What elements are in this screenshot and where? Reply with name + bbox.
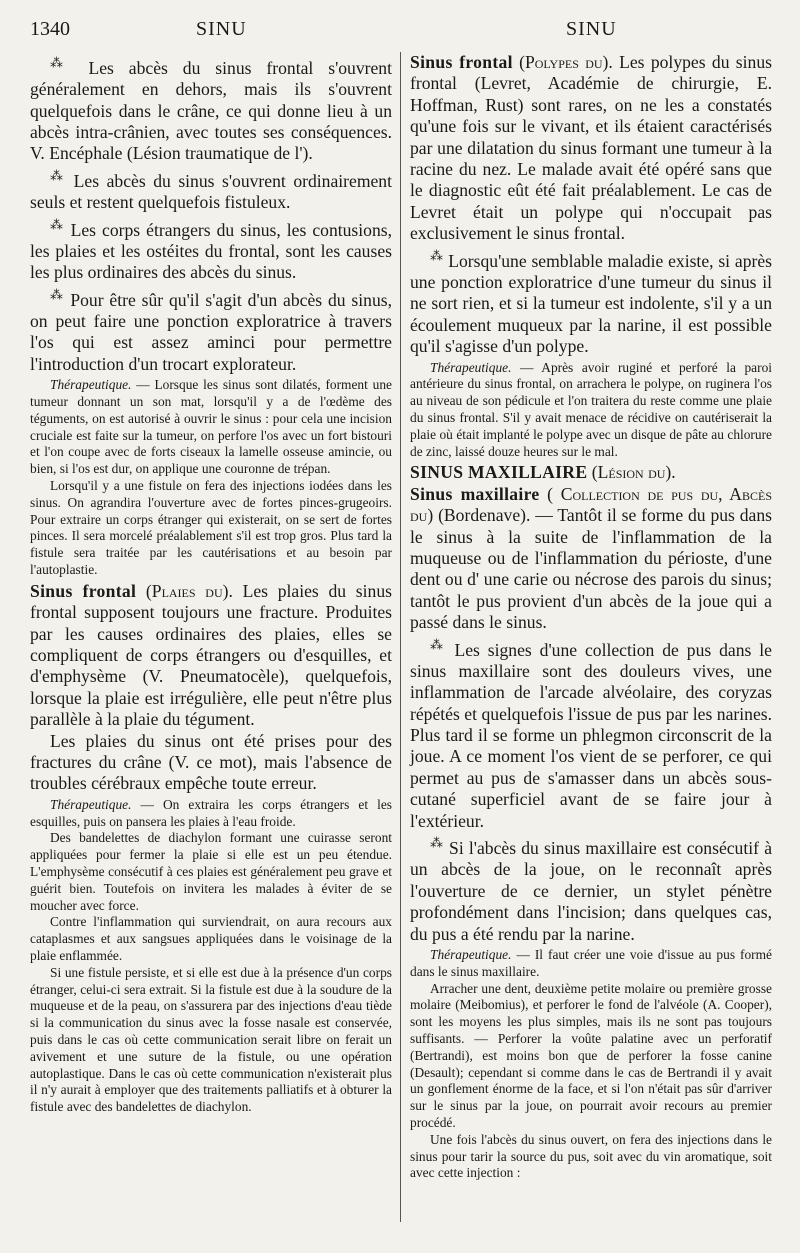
left-running-head: SINU xyxy=(196,18,247,40)
right-running-head: SINU xyxy=(566,18,617,40)
therapeutique-label: Thérapeutique. xyxy=(50,377,132,393)
section-paragraph xyxy=(410,462,772,483)
paragraph: Si une fistule persiste, et si elle est due à la présence d'un corps étranger, celui-ci sera extrait. Si la fistule est due à la soudure de la muqueuse et de la peau, on s'assurera par des injections d'eau tiède si la communication du sinus avec la fosse nasale est conservée, puis dans le cas où cette communication serait libre on ferait un avivement et une suture de la fistule, ou une opération autoplastique. Dans le cas où cette communication n'existerait plus il n'y aurait à employer que des traitements palliatifs et à obturer la fistule avec des bandelettes de diachylon. xyxy=(30,964,392,1115)
asterism-icon: ⁂ xyxy=(430,247,444,263)
paragraph-text: Lorsqu'une semblable maladie existe, si après une ponction exploratrice d'une tumeur du sinus il ne sort rien, et si la tumeur est indolente, s'il y a un écoulement muqueux par la narine, il est possible qu'il s'agisse d'un polype. xyxy=(410,250,773,357)
paragraph-text: — On extraira les corps étrangers et les esquilles, puis on pansera les plaies à l'eau froide. xyxy=(30,796,392,829)
paragraph-text: Les abcès du sinus s'ouvrent ordinairement seuls et restent quelquefois fistuleux. xyxy=(30,170,392,213)
section-heading: Sinus frontal xyxy=(410,52,513,72)
paragraph xyxy=(30,165,392,214)
section-paragraph xyxy=(410,484,772,634)
paragraph: Contre l'inflammation qui surviendrait, on aura recours aux cataplasmes et aux sangsues appliquées dans le voisinage de la plaie enflammée. xyxy=(30,914,392,963)
asterism-icon: ⁂ xyxy=(50,286,65,302)
paragraph: Une fois l'abcès du sinus ouvert, on fera des injections dans le sinus pour tarir la source du pus, soit avec du vin aromatique, soit avec cette injection : xyxy=(410,1131,772,1181)
paragraph: Lorsqu'il y a une fistule on fera des injections iodées dans les sinus. On agrandira l'ouverture avec de fortes pinces-grugeoirs. Pour extraire un corps étranger qui existerait, on se sert de fortes pinces. Il sera morcelé préalablement s'il est trop gros. Plus tard la fistule sera traitée par les cautérisations et au besoin par l'autoplastie. xyxy=(30,477,392,577)
therapeutique-label: Thérapeutique. xyxy=(430,359,512,375)
left-column xyxy=(30,52,392,1116)
section-heading-suffix: (Polypes du). xyxy=(519,52,613,72)
section-paragraph xyxy=(410,52,772,245)
paragraph xyxy=(30,52,392,165)
paragraph xyxy=(410,832,772,945)
paragraph xyxy=(410,634,772,833)
paragraph: Les plaies du sinus ont été prises pour des fractures du crâne (V. ce mot), mais l'absence de troubles cérébraux empêche toute erreur. xyxy=(30,730,392,794)
paragraph: Arracher une dent, deuxième petite molaire ou première grosse molaire (Meibomius), et perforer le fond de l'alvéole (A. Cooper), sont les moyens les plus simples, mais ils ne sont pas toujours suffisants. — Perforer la voûte palatine avec un perforatif (Bertrandi), est moins bon que de perforer la fosse canine (Desault); cependant si comme dans le cas de Bertrandi il y avait un gonflement énorme de la face, et si l'on n'était pas sûr d'arriver sur le sinus par la joue, on pourrait avoir recours au premier procédé. xyxy=(410,980,772,1130)
column-divider xyxy=(400,52,401,1222)
section-heading-suffix: (Plaies du). xyxy=(145,580,233,601)
asterism-icon: ⁂ xyxy=(430,835,444,851)
paragraph xyxy=(30,214,392,284)
paragraph-text: Les signes d'une collection de pus dans le sinus maxillaire sont des douleurs vives, une inflammation de l'arcade alvéolaire, des coryzas répétés et quelquefois l'issue de pus par les narines. Plus tard il se forme un phlegmon circonscrit de la joue. A ce moment l'os vient de se perforer, ce qui permet au pus de s'amasser dans un abcès sous-cutané superficiel avant de se faire jour à l'extérieur. xyxy=(410,639,772,831)
paragraph-text: — Il faut créer une voie d'issue au pus formé dans le sinus maxillaire. xyxy=(410,946,772,979)
therapeutique-paragraph xyxy=(410,947,772,981)
right-column xyxy=(410,52,772,1182)
paragraph-text: Pour être sûr qu'il s'agit d'un abcès du sinus, on peut faire une ponction exploratrice à travers l'os qui est assez aminci pour permettre l'introduction d'un trocart explorateur. xyxy=(30,289,393,374)
asterism-icon: ⁂ xyxy=(50,216,65,232)
asterism-icon: ⁂ xyxy=(50,167,67,183)
paragraph-text: — Après avoir ruginé et perforé la paroi antérieure du sinus frontal, on arrachera le polype, on ruginera l'os au niveau de son pédicule et l'on traitera du reste comme une plaie du sinus frontal. S'il y avait menace de récidive on cautériserait la plaie où était implanté le polype avec un disque de pâte au chlorure de zinc, laissé douze heures sur le mal. xyxy=(410,359,772,459)
asterism-icon: ⁂ xyxy=(50,55,74,70)
section-paragraph xyxy=(30,581,392,731)
therapeutique-paragraph xyxy=(30,797,392,831)
section-heading-suffix: (Lésion du). xyxy=(591,462,676,483)
paragraph xyxy=(410,245,772,358)
therapeutique-label: Thérapeutique. xyxy=(430,946,512,962)
paragraph-text: Les corps étrangers du sinus, les contusions, les plaies et les ostéites du frontal, sont les causes les plus ordinaires des abcès du sinus. xyxy=(30,219,393,283)
section-heading: Sinus frontal xyxy=(30,580,137,601)
paragraph-text: Les polypes du sinus frontal (Levret, Académie de chirurgie, E. Hoffman, Rust) sont rares, on ne les a constatés qu'une fois sur le vivant, et ils étaient caractérisés par une dilatation du sinus formant une tumeur à la racine du nez. Le malade avait été opéré sans que le diagnostic eût été fait préalablement. Le cas de Levret était un polype qui n'occupait pas exclusivement le sinus frontal. xyxy=(410,52,772,244)
asterism-icon: ⁂ xyxy=(430,636,447,652)
section-heading: Sinus maxillaire xyxy=(410,483,540,504)
therapeutique-paragraph xyxy=(410,360,772,461)
section-heading: SINUS MAXILLAIRE xyxy=(410,462,588,483)
page-number: 1340 xyxy=(30,18,70,40)
paragraph-text: Les abcès du sinus frontal s'ouvrent généralement en dehors, mais ils s'ouvrent quelquefois dans le crâne, ce qui donne lieu à un abcès intra-crânien, avec toutes ses conséquences. V. Encéphale (Lésion traumatique de l'). xyxy=(30,57,392,164)
paragraph-text: (Bordenave). — Tantôt il se forme du pus dans le sinus à la suite de l'inflammation de la muqueuse ou de l'inflammation du périoste, d'une dent ou d' une carie ou nécrose des parois du sinus; tantôt le pus provient d'un abcès de la joue qui a passé dans le sinus. xyxy=(410,505,772,633)
paragraph-text: Les plaies du sinus frontal supposent toujours une fracture. Produites par les causes ordinaires des plaies, elles se compliquent de corps étrangers ou d'esquilles, et d'emphysème (V. Pneumatocèle), quelquefois, lorsque la plaie est irrégulière, elle peut n'être plus parallèle à la plaie du tégument. xyxy=(30,580,392,730)
therapeutique-paragraph xyxy=(30,377,392,478)
paragraph xyxy=(30,284,392,375)
section-heading-suffix: ( Collection de pus du, Abcès du) xyxy=(410,483,772,526)
paragraph-text: — Lorsque les sinus sont dilatés, forment une tumeur donnant un son mat, lorsqu'il y a de l'œdème des téguments, on est autorisé à ouvrir le sinus : pour cela une incision cruciale est faite sur la tumeur, on perfore l'os avec un fort bistouri et l'on coupe avec de forts ciseaux la lamelle osseuse amincie, ou bien, si l'os est dur, on applique une couronne de trépan. xyxy=(30,377,392,477)
paragraph: Des bandelettes de diachylon formant une cuirasse seront appliquées pour fermer la plaie si elle est un peu étendue. L'emphysème consécutif à ces plaies est généralement peu grave et guérit bien. Toutefois on invitera les malades à éviter de se moucher avec force. xyxy=(30,830,392,913)
paragraph-text: Si l'abcès du sinus maxillaire est consécutif à un abcès de la joue, on le reconnaît après l'ouverture de ce dernier, un stylet pénètre profondément dans l'incision; dans quelques cas, du pus a été rendu par la narine. xyxy=(410,837,773,944)
therapeutique-label: Thérapeutique. xyxy=(50,796,132,812)
